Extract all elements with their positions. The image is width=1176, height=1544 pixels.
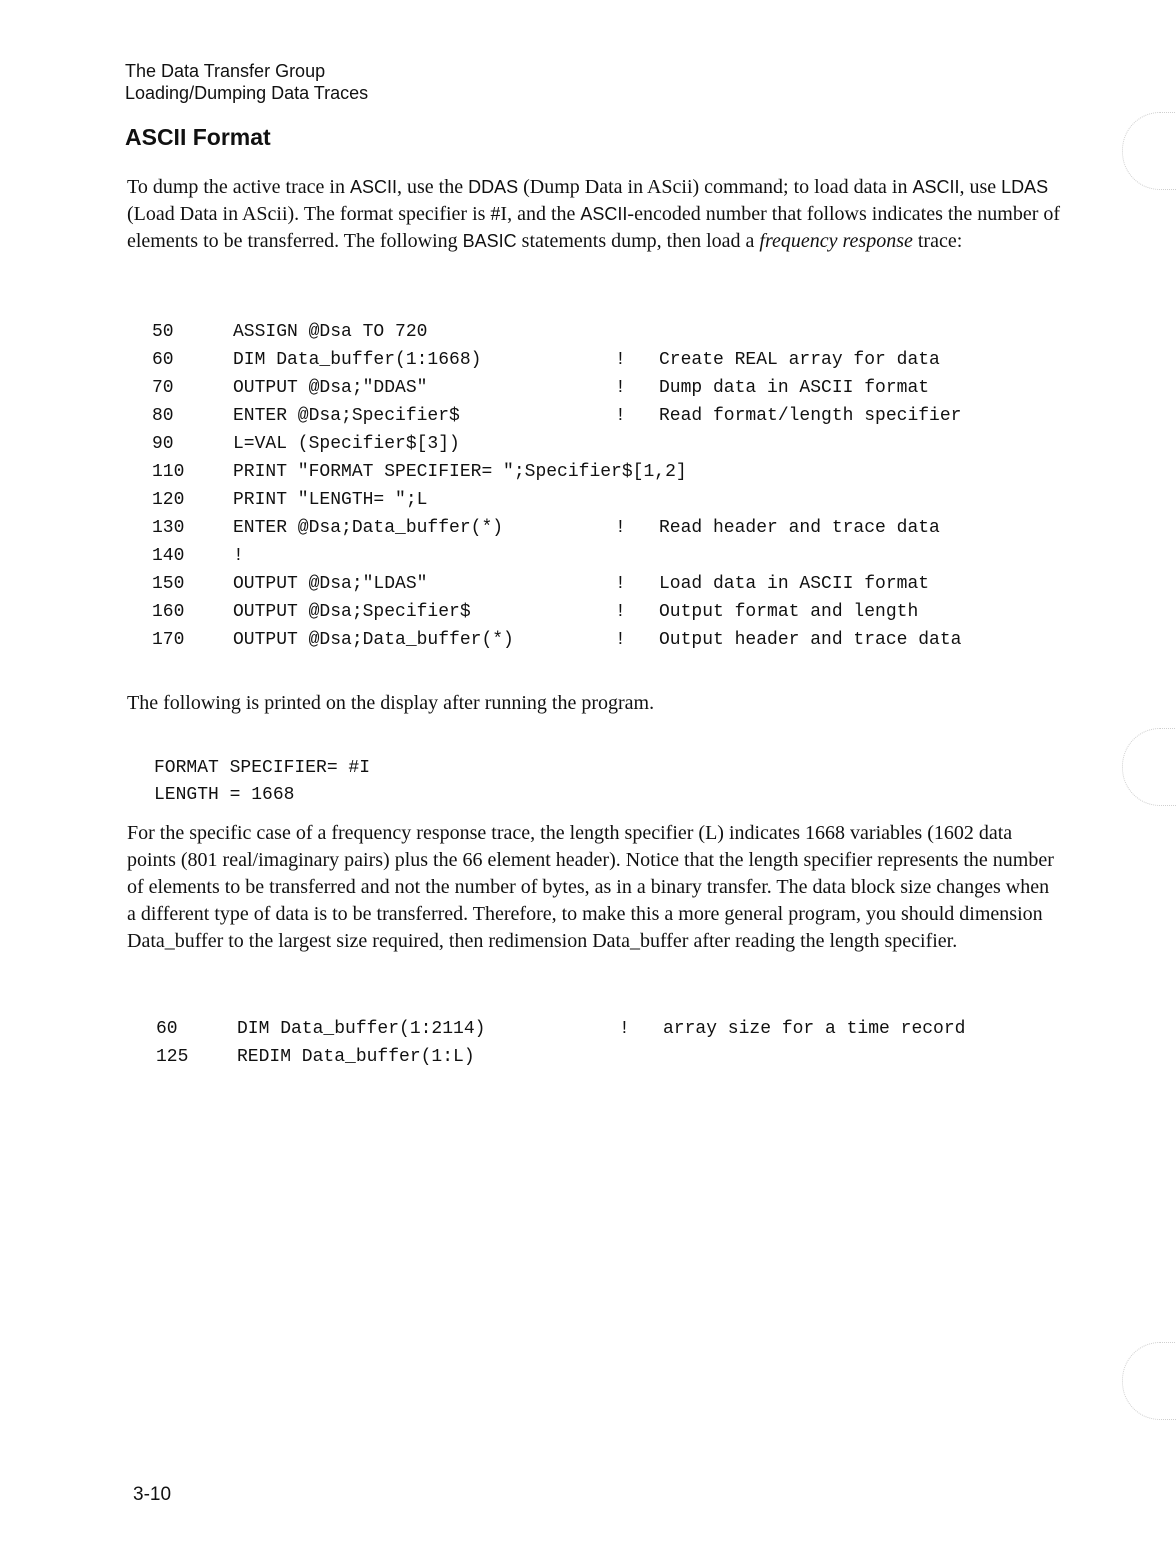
line-number: 70 xyxy=(152,378,174,398)
code-line xyxy=(0,542,1176,570)
code-statement: PRINT "LENGTH= ";L xyxy=(233,490,428,510)
code-statement: ! xyxy=(233,546,244,566)
code-statement: ASSIGN @Dsa TO 720 xyxy=(233,322,428,342)
code-statement: DIM Data_buffer(1:2114) xyxy=(237,1019,486,1039)
code-statement: OUTPUT @Dsa;Specifier$ xyxy=(233,602,471,622)
line-number: 170 xyxy=(152,630,185,650)
code-line xyxy=(0,626,1176,654)
code-line xyxy=(0,458,1176,486)
code-statement: OUTPUT @Dsa;"DDAS" xyxy=(233,378,428,398)
intro-paragraph: To dump the active trace in ASCII, use the DDAS (Dump Data in AScii) command; to load data in ASCII, use LDAS (Load Data in AScii). The format specifier is #I, and the ASCII-encoded number that follows indicates the number of elements to be transferred. The following BASIC statements dump, then load a frequency response trace: xyxy=(127,176,1061,252)
display-output-length: LENGTH = 1668 xyxy=(154,785,295,805)
code-comment: Output header and trace data xyxy=(659,630,962,650)
code-statement: REDIM Data_buffer(1:L) xyxy=(237,1047,475,1067)
line-number: 130 xyxy=(152,518,185,538)
code-statement: OUTPUT @Dsa;Data_buffer(*) xyxy=(233,630,514,650)
code-statement: PRINT "FORMAT SPECIFIER= ";Specifier$[1,2] xyxy=(233,462,687,482)
punch-hole-top xyxy=(1122,112,1176,190)
line-number: 80 xyxy=(152,406,174,426)
program-listing-2 xyxy=(4,1015,1104,1075)
after-program-text: The following is printed on the display after running the program. xyxy=(127,692,655,714)
line-number: 125 xyxy=(156,1047,189,1067)
code-statement: OUTPUT @Dsa;"LDAS" xyxy=(233,574,428,594)
comment-marker: ! xyxy=(619,1019,630,1039)
line-number: 150 xyxy=(152,574,185,594)
comment-marker: ! xyxy=(615,630,626,650)
comment-marker: ! xyxy=(615,574,626,594)
line-number: 60 xyxy=(152,350,174,370)
line-number: 110 xyxy=(152,462,185,482)
code-comment: Output format and length xyxy=(659,602,919,622)
punch-hole-bottom xyxy=(1122,1342,1176,1420)
code-statement: DIM Data_buffer(1:1668) xyxy=(233,350,482,370)
code-comment: array size for a time record xyxy=(663,1019,966,1039)
code-comment: Load data in ASCII format xyxy=(659,574,930,594)
line-number: 160 xyxy=(152,602,185,622)
comment-marker: ! xyxy=(615,602,626,622)
code-line xyxy=(0,430,1176,458)
section-title: ASCII Format xyxy=(125,124,271,150)
line-number: 50 xyxy=(152,322,174,342)
code-line xyxy=(0,486,1176,514)
page-number: 3-10 xyxy=(133,1484,172,1505)
comment-marker: ! xyxy=(615,406,626,426)
comment-marker: ! xyxy=(615,518,626,538)
code-line xyxy=(0,346,1176,374)
running-header-group: The Data Transfer Group xyxy=(125,61,326,81)
line-number: 60 xyxy=(156,1019,178,1039)
code-line xyxy=(0,570,1176,598)
code-line xyxy=(4,1015,1104,1043)
program-listing-1 xyxy=(0,318,1176,658)
code-comment: Create REAL array for data xyxy=(659,350,940,370)
comment-marker: ! xyxy=(615,378,626,398)
code-line xyxy=(0,318,1176,346)
code-statement: ENTER @Dsa;Data_buffer(*) xyxy=(233,518,504,538)
code-line xyxy=(4,1043,1104,1071)
code-comment: Read format/length specifier xyxy=(659,406,962,426)
punch-hole-middle xyxy=(1122,728,1176,806)
comment-marker: ! xyxy=(615,350,626,370)
code-statement: ENTER @Dsa;Specifier$ xyxy=(233,406,460,426)
code-line xyxy=(0,514,1176,542)
code-line xyxy=(0,402,1176,430)
code-statement: L=VAL (Specifier$[3]) xyxy=(233,434,460,454)
code-line xyxy=(0,598,1176,626)
line-number: 120 xyxy=(152,490,185,510)
code-comment: Dump data in ASCII format xyxy=(659,378,930,398)
code-line xyxy=(0,374,1176,402)
line-number: 90 xyxy=(152,434,174,454)
running-header-topic: Loading/Dumping Data Traces xyxy=(125,83,369,103)
display-output-format: FORMAT SPECIFIER= #I xyxy=(154,758,371,778)
explanation-paragraph: For the specific case of a frequency response trace, the length specifier (L) indicates 1668 variables (1602 data points (801 real/imaginary pairs) plus the 66 element header). Notice that the length specifier represents the number of elements to be transferred and not the number of bytes, as in a binary transfer. The data block size changes when a different type of data is to be transferred. Therefore, to make this a more general program, you should dimension Data_buffer to the largest size required, then redimension Data_buffer after reading the length specifier. xyxy=(127,822,1054,952)
line-number: 140 xyxy=(152,546,185,566)
code-comment: Read header and trace data xyxy=(659,518,940,538)
